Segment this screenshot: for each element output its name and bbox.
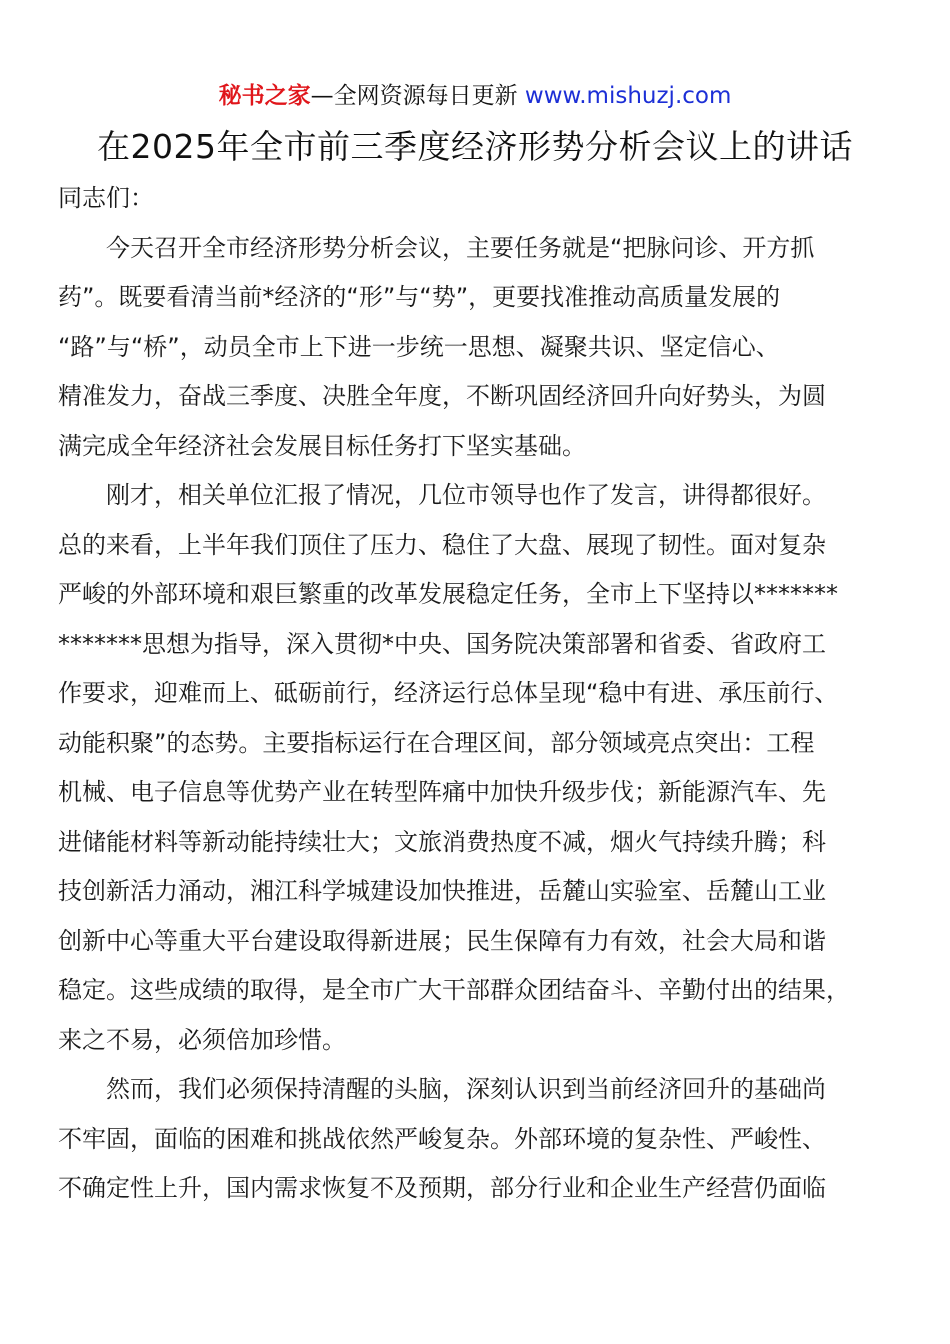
document-title: 在2025年全市前三季度经济形势分析会议上的讲话 [97,127,853,166]
paragraph-line: 精准发力，奋战三季度、决胜全年度，不断巩固经济回升向好势头，为圆 [58,382,826,410]
paragraph-line: 机械、电子信息等优势产业在转型阵痛中加快升级步伐；新能源汽车、先 [58,778,826,806]
site-header [0,80,950,112]
paragraph-line: 技创新活力涌动，湘江科学城建设加快推进，岳麓山实验室、岳麓山工业 [58,877,826,905]
paragraph-line: “路”与“桥”，动员全市上下进一步统一思想、凝聚共识、坚定信心、 [58,332,780,361]
paragraph-line: 创新中心等重大平台建设取得新进展；民生保障有力有效，社会大局和谐 [58,926,826,955]
header-tagline: —全网资源每日更新 [310,83,525,109]
paragraph-line: 今天召开全市经济形势分析会议，主要任务就是“把脉问诊、开方抓 [106,233,815,262]
paragraph-line: 总的来看，上半年我们顶住了压力、稳住了大盘、展现了韧性。面对复杂 [58,530,826,559]
paragraph-line: 然而，我们必须保持清醒的头脑，深刻认识到当前经济回升的基础尚 [106,1075,826,1103]
paragraph-line: 药”。既要看清当前*经济的“形”与“势”，更要找准推动高质量发展的 [58,283,781,311]
paragraph-line: 稳定。这些成绩的取得，是全市广大干部群众团结奋斗、辛勤付出的结果， [58,976,850,1004]
paragraph-line: 刚才，相关单位汇报了情况，几位市领导也作了发言，讲得都很好。 [106,481,826,509]
salutation: 同志们： [58,184,154,212]
document-body [58,174,888,1214]
paragraph-line: 动能积聚”的态势。主要指标运行在合理区间，部分领域亮点突出：工程 [58,728,815,757]
paragraph-line: *******思想为指导，深入贯彻*中央、国务院决策部署和省委、省政府工 [58,629,826,658]
paragraph-line: 严峻的外部环境和艰巨繁重的改革发展稳定任务，全市上下坚持以******* [58,580,838,608]
paragraph-line: 满完成全年经济社会发展目标任务打下坚实基础。 [58,431,586,460]
paragraph-line: 来之不易，必须倍加珍惜。 [58,1025,346,1054]
paragraph-line: 进储能材料等新动能持续壮大；文旅消费热度不减，烟火气持续升腾；科 [58,827,826,856]
paragraph-line: 不牢固，面临的困难和挑战依然严峻复杂。外部环境的复杂性、严峻性、 [58,1124,826,1153]
site-url[interactable]: www.mishuzj.com [524,83,732,109]
brand-name: 秘书之家 [218,83,311,109]
paragraph-line: 作要求，迎难而上、砥砺前行，经济运行总体呈现“稳中有进、承压前行、 [58,679,839,707]
paragraph-line: 不确定性上升，国内需求恢复不及预期，部分行业和企业生产经营仍面临 [58,1174,826,1202]
